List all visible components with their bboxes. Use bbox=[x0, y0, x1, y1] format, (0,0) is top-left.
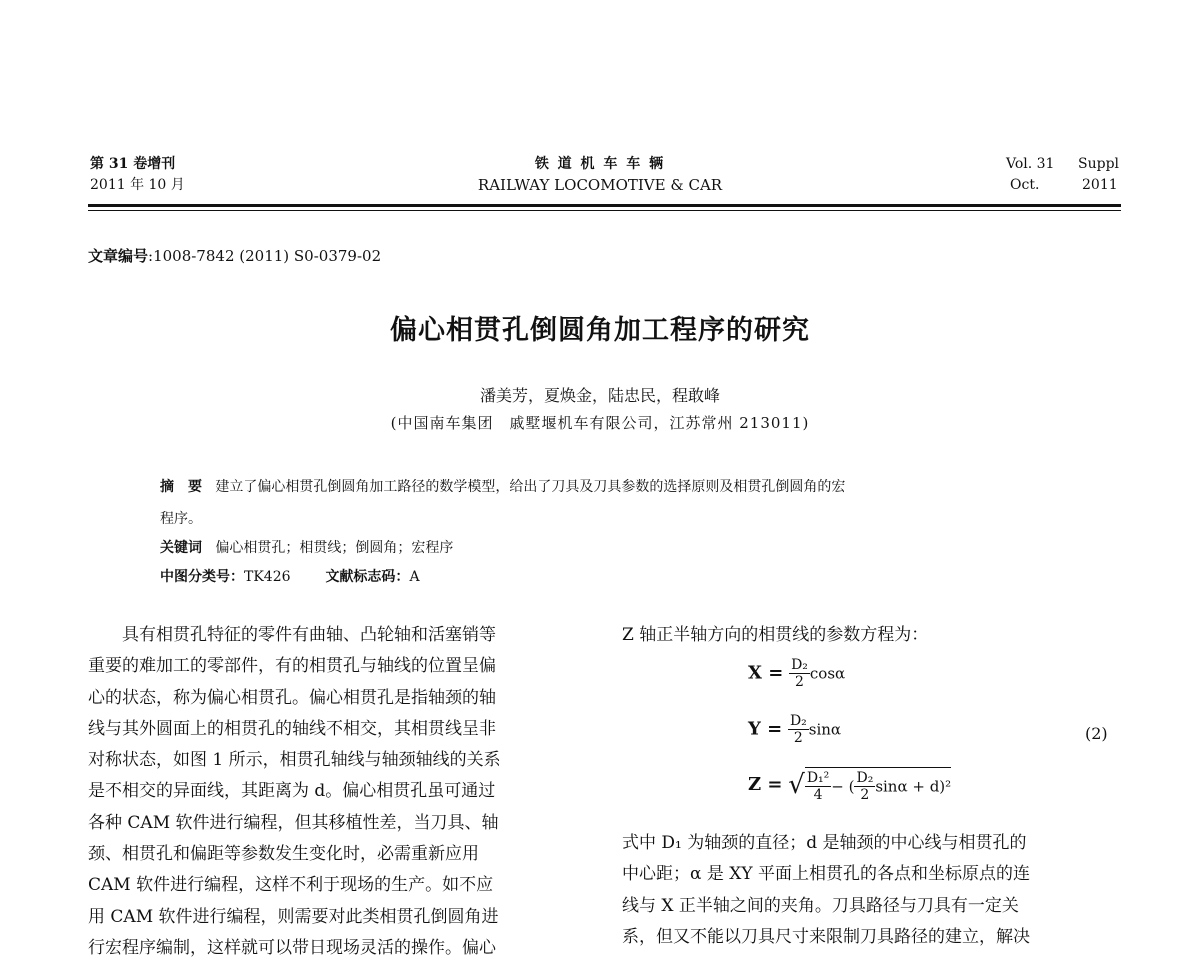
eq-y-lhs: Y = bbox=[748, 718, 783, 740]
body-left-line: 对称状态，如图 1 所示，相贯孔轴线与轴颈轴线的关系 bbox=[88, 750, 501, 771]
body-left-line: 心的状态，称为偏心相贯孔。偏心相贯孔是指轴颈的轴 bbox=[88, 687, 496, 708]
month-en: Oct. bbox=[1010, 177, 1040, 193]
sqrt-body bbox=[805, 767, 951, 803]
body-left-line: 行宏程序编制，这样就可以带日现场灵活的操作。偏心 bbox=[88, 937, 496, 958]
article-number bbox=[88, 245, 381, 266]
eq-y-sin: sinα bbox=[808, 720, 842, 739]
body-right-intro: Z 轴正半轴方向的相贯线的参数方程为： bbox=[622, 625, 929, 645]
suppl-en: Suppl bbox=[1078, 156, 1120, 172]
volume-label: 第 31 卷增刊 bbox=[90, 156, 176, 172]
class-label: 中图分类号： bbox=[160, 569, 244, 585]
eq-z-frac1 bbox=[805, 770, 831, 803]
eq-x-lhs: X = bbox=[748, 662, 784, 684]
eq-y-num: D₂ bbox=[789, 713, 807, 729]
body-left-column bbox=[88, 620, 606, 964]
eq-z-sin-d: sinα + d)² bbox=[875, 777, 952, 796]
journal-title-en: RAILWAY LOCOMOTIVE & CAR bbox=[477, 176, 723, 194]
eq-z-num1: D₁² bbox=[806, 770, 830, 786]
eq-z-frac2 bbox=[854, 770, 875, 803]
header-rule-thin bbox=[88, 210, 1121, 211]
body-left-line: 线与其外圆面上的相贯孔的轴线不相交，其相贯线呈非 bbox=[88, 718, 496, 739]
eq-x-num: D₂ bbox=[791, 657, 808, 673]
abstract-label: 摘 要 bbox=[160, 479, 202, 495]
doc-code-label: 文献标志码： bbox=[325, 569, 410, 585]
classification bbox=[160, 566, 420, 586]
keywords-text: 偏心相贯孔；相贯线；倒圆角；宏程序 bbox=[215, 540, 454, 556]
authors: 潘美芳，夏焕金，陆忠民，程敢峰 bbox=[479, 386, 720, 405]
eq-z-num2: D₂ bbox=[856, 770, 874, 786]
eq-x-frac bbox=[789, 657, 810, 690]
doc-code-value: A bbox=[409, 569, 420, 585]
eq-y-den: 2 bbox=[793, 730, 803, 746]
paper-title: 偏心相贯孔倒圆角加工程序的研究 bbox=[390, 315, 810, 346]
year-en: 2011 bbox=[1082, 177, 1118, 193]
body-left-line: 颈、相贯孔和偏距等参数发生变化时，必需重新应用 bbox=[88, 844, 479, 865]
article-number-value: :1008-7842 (2011) S0-0379-02 bbox=[148, 247, 382, 265]
body-right-column bbox=[622, 828, 1132, 953]
body-left-line: 具有相贯孔特征的零件有曲轴、凸轮轴和活塞销等 bbox=[122, 625, 496, 645]
keywords-label: 关键词 bbox=[160, 540, 202, 556]
eq-z-lhs: Z = bbox=[748, 774, 783, 795]
body-right-line: 线与 X 正半轴之间的夹角。刀具路径与刀具有一定关 bbox=[622, 895, 1019, 916]
body-right-line: 中心距；α 是 XY 平面上相贯孔的各点和坐标原点的连 bbox=[622, 864, 1031, 885]
body-right-line: 系，但又不能以刀具尺寸来限制刀具路径的建立，解决 bbox=[622, 926, 1030, 947]
eq-z-den2: 2 bbox=[860, 787, 870, 803]
volume-en: Vol. 31 bbox=[1006, 156, 1055, 172]
abstract bbox=[160, 476, 845, 496]
body-left-line: 重要的难加工的零部件，有的相贯孔与轴线的位置呈偏 bbox=[88, 656, 496, 677]
eq-x-cos: cosα bbox=[809, 664, 846, 683]
affiliation: (中国南车集团 戚墅堰机车有限公司，江苏常州 213011) bbox=[390, 414, 810, 432]
body-left-line: 用 CAM 软件进行编程，则需要对此类相贯孔倒圆角进 bbox=[88, 906, 499, 927]
body-left-line: CAM 软件进行编程，这样不利于现场的生产。如不应 bbox=[88, 875, 494, 896]
issue-date: 2011 年 10 月 bbox=[90, 177, 185, 193]
keywords bbox=[160, 537, 453, 557]
article-number-label: 文章编号 bbox=[88, 247, 149, 265]
equation-x bbox=[748, 657, 845, 690]
equation-y bbox=[748, 713, 841, 746]
eq-x-den: 2 bbox=[795, 674, 804, 690]
equation-z bbox=[748, 767, 951, 803]
eq-y-frac bbox=[788, 713, 809, 746]
body-left-line: 是不相交的异面线，其距离为 d。偏心相贯孔虽可通过 bbox=[88, 781, 496, 802]
eq-z-minus: − ( bbox=[831, 777, 855, 796]
eq-z-den1: 4 bbox=[813, 787, 823, 803]
abstract-text-line1: 建立了偏心相贯孔倒圆角加工路径的数学模型，给出了刀具及刀具参数的选择原则及相贯孔倒圆角的宏 bbox=[215, 479, 846, 495]
body-right-line: 式中 D₁ 为轴颈的直径；d 是轴颈的中心线与相贯孔的 bbox=[622, 833, 1027, 853]
header-rule-thick bbox=[88, 204, 1121, 207]
class-value: TK426 bbox=[244, 569, 291, 585]
sqrt-symbol: √ bbox=[788, 770, 805, 800]
equation-number: (2) bbox=[1085, 724, 1108, 743]
abstract-text-line2: 程序。 bbox=[160, 511, 202, 527]
body-left-line: 各种 CAM 软件进行编程，但其移植性差，当刀具、轴 bbox=[88, 812, 499, 833]
journal-title-cn: 铁 道 机 车 车 辆 bbox=[534, 156, 666, 172]
